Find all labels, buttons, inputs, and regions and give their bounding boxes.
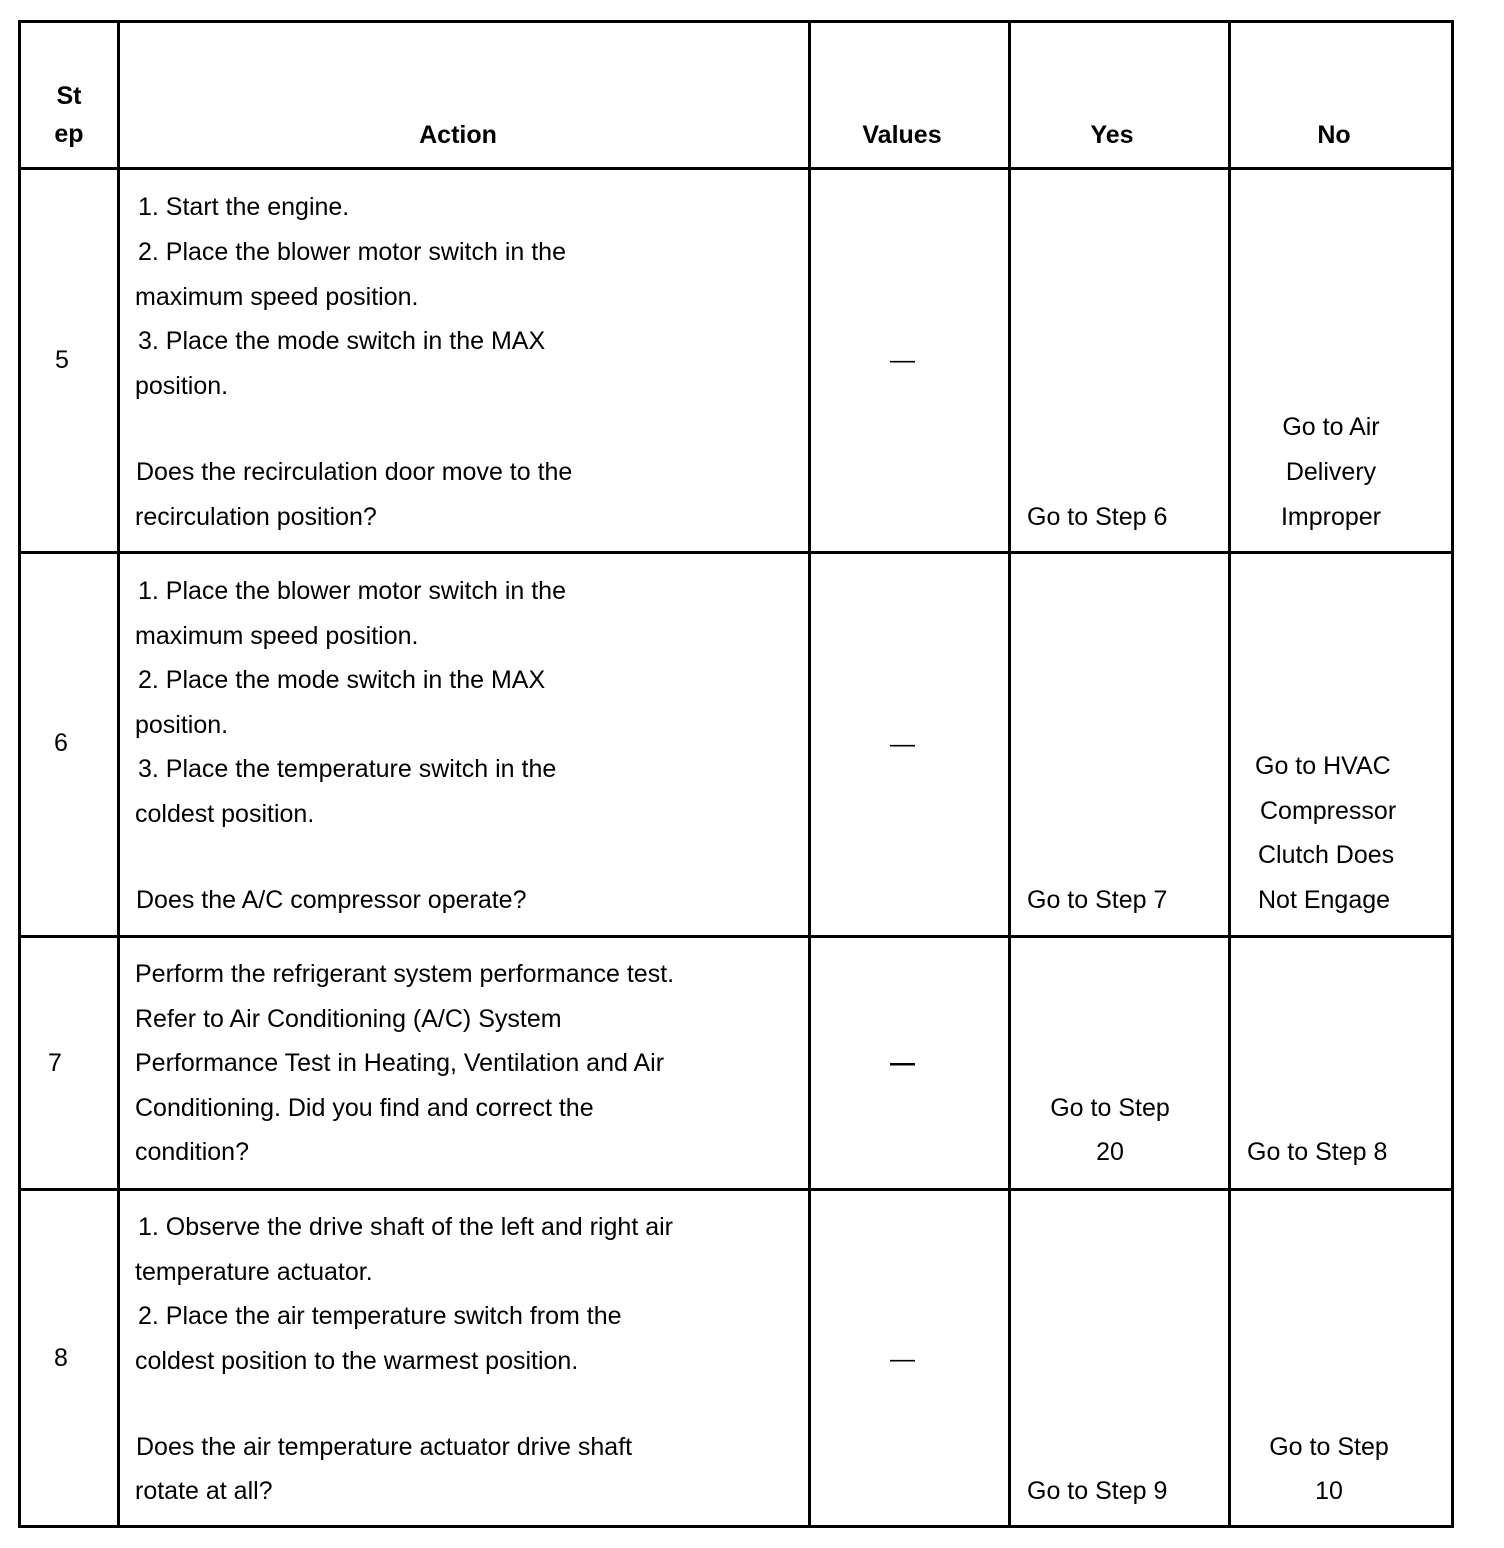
table-border-left [18,20,21,1528]
row-6-action-line2: maximum speed position. [135,622,419,650]
row-6-no-line2: Compressor [1260,797,1397,825]
header-yes: Yes [1090,121,1134,149]
row-5-action-line2: 2. Place the blower motor switch in the [138,238,566,266]
column-divider-action-values [808,20,811,1528]
row-5-values: — [890,346,915,374]
row-7-action-line4: Conditioning. Did you find and correct the [135,1094,594,1122]
row-7-step: 7 [48,1049,62,1077]
row-7-yes-line2: 20 [1096,1138,1124,1166]
row-8-no-line2: 10 [1315,1477,1343,1505]
row-6-values: — [890,730,915,758]
header-step-line2: ep [54,120,84,148]
row-6-yes: Go to Step 7 [1027,886,1168,914]
row-5-no-line1: Go to Air [1282,413,1380,441]
header-no: No [1317,121,1351,149]
row-6-no-line1: Go to HVAC [1255,752,1391,780]
row-6-step: 6 [54,729,68,757]
header-values: Values [862,121,942,149]
row-8-question-line1: Does the air temperature actuator drive shaft [136,1433,633,1461]
row-7-no: Go to Step 8 [1247,1138,1388,1166]
row-5-no-line3: Improper [1280,503,1382,531]
row-8-action-line2: temperature actuator. [135,1258,373,1286]
row-5-yes: Go to Step 6 [1027,503,1168,531]
row-8-values: — [890,1345,915,1373]
row-divider-6-7 [18,935,1454,938]
header-divider [18,167,1454,170]
column-divider-yes-no [1228,20,1231,1528]
row-6-no-line3: Clutch Does [1258,841,1395,869]
row-7-action-line3: Performance Test in Heating, Ventilation and Air [135,1049,665,1077]
row-6-action-line4: position. [135,711,229,739]
column-divider-step-action [117,20,120,1528]
row-8-action-line4: coldest position to the warmest position. [135,1347,579,1375]
header-step [21,77,117,153]
row-5-question-line1: Does the recirculation door move to the [136,458,573,486]
row-8-no-line1: Go to Step [1269,1433,1389,1461]
row-5-action-line5: position. [135,372,229,400]
table-border-bottom [18,1525,1454,1528]
row-8-step: 8 [54,1344,68,1372]
row-5-action-line3: maximum speed position. [135,283,419,311]
row-7-action-line1: Perform the refrigerant system performance test. [135,960,675,988]
column-divider-values-yes [1008,20,1011,1528]
table-border-top [18,20,1454,23]
row-divider-5-6 [18,551,1454,554]
row-8-action-line1: 1. Observe the drive shaft of the left and right air [138,1213,674,1241]
row-6-action-line6: coldest position. [135,800,315,828]
row-6-action-line3: 2. Place the mode switch in the MAX [138,666,546,694]
row-7-action-line2: Refer to Air Conditioning (A/C) System [135,1005,562,1033]
row-6-question-line1: Does the A/C compressor operate? [136,886,527,914]
row-6-action-line5: 3. Place the temperature switch in the [138,755,557,783]
row-5-no-line2: Delivery [1285,458,1377,486]
row-8-action-line3: 2. Place the air temperature switch from the [138,1302,622,1330]
table-border-right [1451,20,1454,1528]
row-6-action-line1: 1. Place the blower motor switch in the [138,577,566,605]
row-8-yes: Go to Step 9 [1027,1477,1168,1505]
row-5-action-line1: 1. Start the engine. [138,193,350,221]
row-8-question-line2: rotate at all? [135,1477,273,1505]
header-step-line1: St [56,82,82,110]
row-7-values: — [890,1049,915,1077]
row-divider-7-8 [18,1188,1454,1191]
row-7-yes-line1: Go to Step [1050,1094,1170,1122]
row-5-question-line2: recirculation position? [135,503,377,531]
header-action: Action [419,121,497,149]
row-5-step: 5 [55,346,69,374]
row-5-action-line4: 3. Place the mode switch in the MAX [138,327,546,355]
row-6-no-line4: Not Engage [1258,886,1391,914]
row-7-action-line5: condition? [135,1138,249,1166]
